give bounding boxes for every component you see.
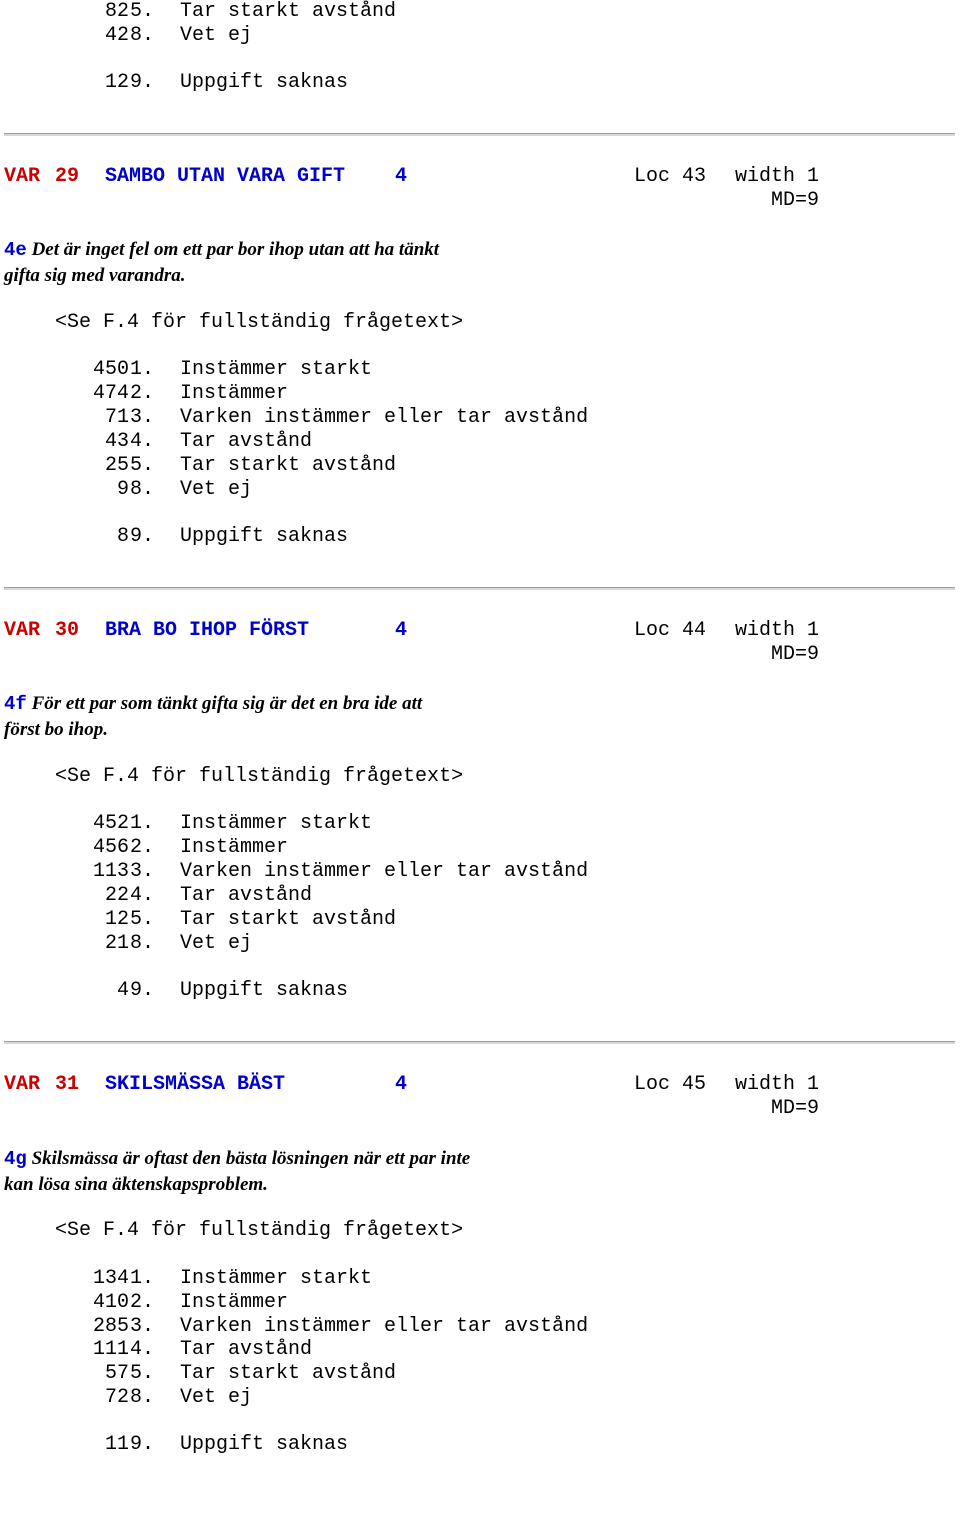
category-label: Tar starkt avstånd (180, 1362, 397, 1385)
frequency: 474 (93, 382, 130, 405)
code: 9. (130, 1433, 155, 1456)
category-label: Uppgift saknas (180, 71, 349, 94)
table-row (4, 478, 253, 502)
code: 4. (130, 430, 155, 453)
code: 9. (130, 525, 155, 548)
question-line: Det är inget fel om ett par bor ihop utan att ha tänkt (31, 239, 440, 260)
frequency: 4 (117, 979, 130, 1002)
category-label: Varken instämmer eller tar avstånd (180, 406, 589, 429)
var-location: Loc 44 (634, 619, 707, 642)
table-row (4, 1338, 313, 1362)
frequency: 285 (93, 1315, 130, 1338)
table-row (4, 1291, 289, 1315)
var-number: 30 (55, 619, 80, 642)
category-label: Tar avstånd (180, 430, 313, 453)
question-line: först bo ihop. (4, 719, 108, 740)
var-type: 4 (395, 1073, 408, 1096)
question-text (4, 237, 564, 289)
code: 5. (130, 1362, 155, 1385)
frequency: 11 (105, 1433, 130, 1456)
missing-row (4, 979, 349, 1003)
table-row (4, 908, 397, 932)
frequency: 410 (93, 1291, 130, 1314)
see-reference: <Se F.4 för fullständig frågetext> (55, 765, 464, 788)
missing-row (4, 1433, 349, 1457)
table-row (4, 0, 397, 24)
code: 2. (130, 836, 155, 859)
category-label: Uppgift saknas (180, 1433, 349, 1456)
category-label: Tar starkt avstånd (180, 908, 397, 931)
see-reference: <Se F.4 för fullständig frågetext> (55, 1219, 464, 1242)
frequency: 450 (93, 358, 130, 381)
code: 5. (130, 454, 155, 477)
question-line: gifta sig med varandra. (4, 265, 186, 286)
missing-data-code: MD=9 (771, 643, 820, 666)
category-label: Vet ej (180, 1386, 253, 1409)
table-row (4, 406, 589, 430)
missing-data-code: MD=9 (771, 189, 820, 212)
question-line: kan lösa sina äktenskapsproblem. (4, 1174, 268, 1195)
var-prefix: VAR (4, 165, 41, 188)
code: 8. (130, 932, 155, 955)
frequency: 8 (117, 525, 130, 548)
table-row (4, 884, 313, 908)
code: 9. (130, 71, 155, 94)
table-row (4, 1362, 397, 1386)
frequency: 22 (105, 884, 130, 907)
variable-header (4, 619, 954, 643)
var-location: Loc 45 (634, 1073, 707, 1096)
table-row (4, 24, 253, 48)
section-divider (4, 1041, 955, 1044)
variable-header (4, 1073, 954, 1097)
question-id: 4g (4, 1148, 27, 1170)
code: 8. (130, 24, 155, 47)
frequency: 57 (105, 1362, 130, 1385)
table-row (4, 1315, 589, 1339)
var-location: Loc 43 (634, 165, 707, 188)
category-label: Instämmer (180, 382, 289, 405)
category-label: Instämmer starkt (180, 812, 373, 835)
frequency: 25 (105, 454, 130, 477)
table-row (4, 382, 289, 406)
category-label: Uppgift saknas (180, 979, 349, 1002)
code: 2. (130, 1291, 155, 1314)
var-width: width 1 (735, 165, 820, 188)
frequency: 111 (93, 1338, 130, 1361)
missing-data-code: MD=9 (771, 1097, 820, 1120)
category-label: Varken instämmer eller tar avstånd (180, 1315, 589, 1338)
code: 5. (130, 908, 155, 931)
frequency: 12 (105, 908, 130, 931)
frequency: 82 (105, 0, 130, 23)
table-row (4, 932, 253, 956)
table-row (4, 430, 313, 454)
var-type: 4 (395, 619, 408, 642)
var-name: SAMBO UTAN VARA GIFT (105, 165, 346, 188)
frequency: 42 (105, 24, 130, 47)
see-reference: <Se F.4 för fullständig frågetext> (55, 311, 464, 334)
code: 1. (130, 358, 155, 381)
category-label: Instämmer starkt (180, 358, 373, 381)
table-row (4, 812, 373, 836)
question-id: 4e (4, 239, 27, 261)
var-width: width 1 (735, 1073, 820, 1096)
category-label: Instämmer (180, 836, 289, 859)
category-label: Tar starkt avstånd (180, 0, 397, 23)
var-number: 31 (55, 1073, 80, 1096)
question-line: Skilsmässa är oftast den bästa lösningen när ett par inte (31, 1148, 471, 1169)
missing-row (4, 525, 349, 549)
question-text (4, 1146, 564, 1198)
category-label: Tar starkt avstånd (180, 454, 397, 477)
frequency: 134 (93, 1267, 130, 1290)
frequency: 113 (93, 860, 130, 883)
category-label: Tar avstånd (180, 1338, 313, 1361)
var-width: width 1 (735, 619, 820, 642)
var-prefix: VAR (4, 619, 41, 642)
code: 2. (130, 382, 155, 405)
frequency: 43 (105, 430, 130, 453)
code: 4. (130, 884, 155, 907)
category-label: Instämmer starkt (180, 1267, 373, 1290)
category-label: Tar avstånd (180, 884, 313, 907)
table-row (4, 1386, 253, 1410)
code: 3. (130, 1315, 155, 1338)
table-row (4, 860, 589, 884)
question-line: För ett par som tänkt gifta sig är det en bra ide att (31, 693, 423, 714)
category-label: Vet ej (180, 932, 253, 955)
section-divider (4, 133, 955, 136)
table-row (4, 1267, 373, 1291)
question-text (4, 691, 564, 743)
category-label: Vet ej (180, 24, 253, 47)
category-label: Vet ej (180, 478, 253, 501)
var-name: SKILSMÄSSA BÄST (105, 1073, 286, 1096)
code: 9. (130, 979, 155, 1002)
frequency: 452 (93, 812, 130, 835)
code: 8. (130, 478, 155, 501)
category-label: Instämmer (180, 1291, 289, 1314)
code: 8. (130, 1386, 155, 1409)
frequency: 9 (117, 478, 130, 501)
code: 1. (130, 1267, 155, 1290)
variable-header (4, 165, 954, 189)
category-label: Uppgift saknas (180, 525, 349, 548)
code: 3. (130, 406, 155, 429)
code: 4. (130, 1338, 155, 1361)
question-id: 4f (4, 693, 27, 715)
table-row (4, 358, 373, 382)
section-divider (4, 587, 955, 590)
table-row (4, 836, 289, 860)
code: 3. (130, 860, 155, 883)
code: 1. (130, 812, 155, 835)
var-number: 29 (55, 165, 80, 188)
frequency: 72 (105, 1386, 130, 1409)
var-name: BRA BO IHOP FÖRST (105, 619, 310, 642)
frequency: 21 (105, 932, 130, 955)
frequency: 71 (105, 406, 130, 429)
frequency: 12 (105, 71, 130, 94)
missing-row (4, 71, 349, 95)
code: 5. (130, 0, 155, 23)
frequency: 456 (93, 836, 130, 859)
var-prefix: VAR (4, 1073, 41, 1096)
var-type: 4 (395, 165, 408, 188)
table-row (4, 454, 397, 478)
category-label: Varken instämmer eller tar avstånd (180, 860, 589, 883)
